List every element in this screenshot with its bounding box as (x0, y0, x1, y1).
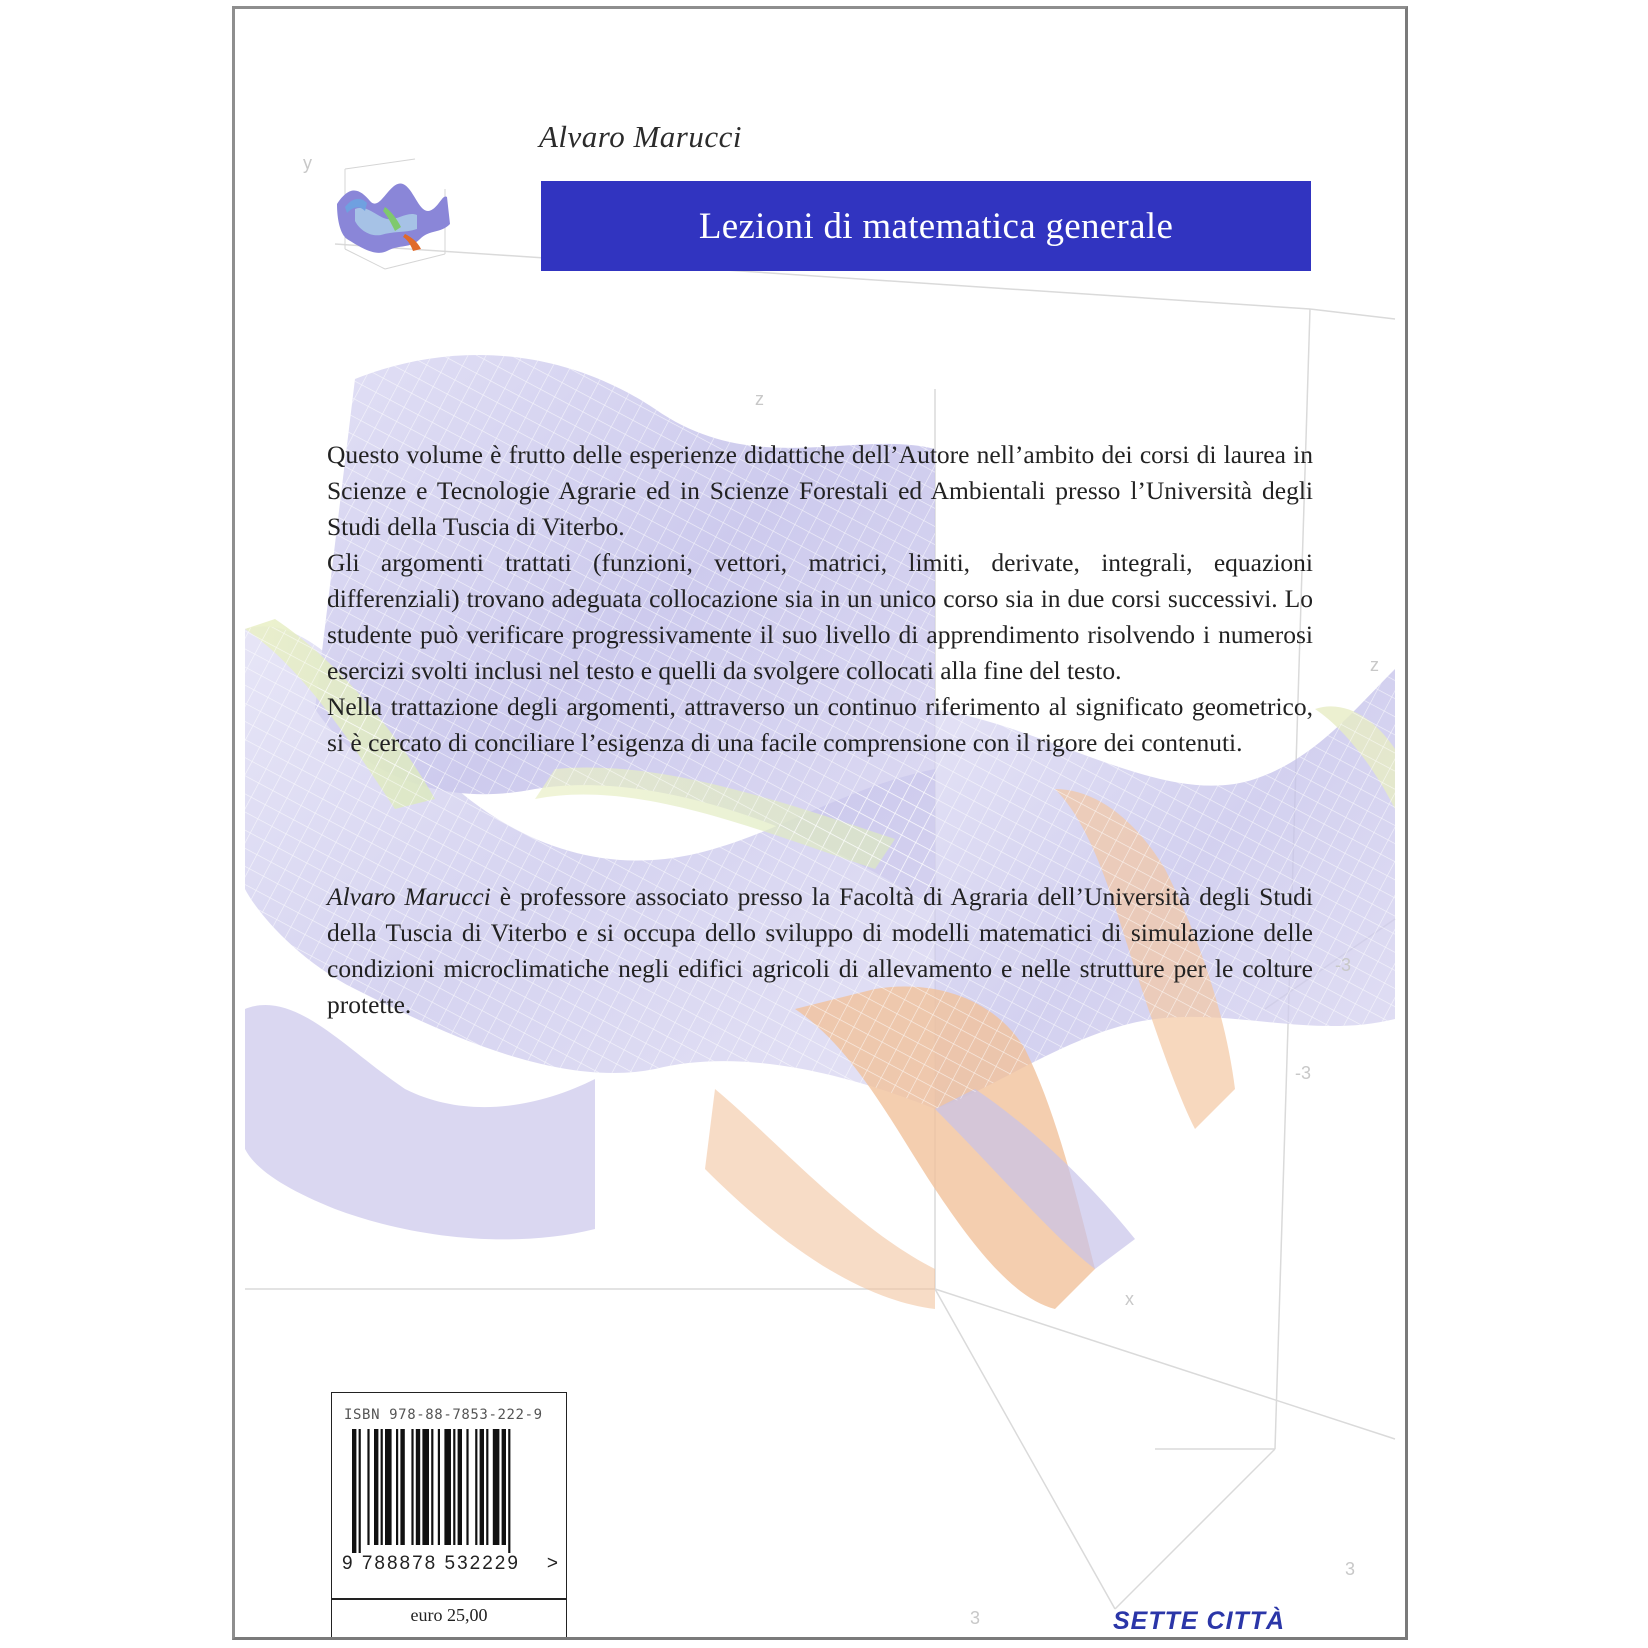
barcode-bar (458, 1429, 462, 1545)
ean-digits: 9 788878 532229 (342, 1553, 520, 1574)
axis-label-z-right: z (1370, 655, 1379, 675)
book-description (327, 437, 1313, 761)
barcode-bar (431, 1429, 433, 1545)
barcode-bar (486, 1429, 488, 1545)
barcode-bar (502, 1429, 506, 1545)
barcode-bar (381, 1429, 383, 1545)
barcode-bar (385, 1429, 392, 1545)
barcode-bar (374, 1429, 378, 1545)
barcode-bar (493, 1429, 500, 1545)
barcode-bar (466, 1429, 468, 1545)
axis-label-x: x (1125, 1289, 1134, 1309)
barcode-bar (359, 1429, 361, 1553)
barcode-bar (367, 1429, 369, 1545)
axis-label-three-b: 3 (1345, 1559, 1356, 1579)
barcode-bar (416, 1429, 420, 1545)
axis-label-three: 3 (970, 1608, 981, 1628)
barcode-bar (475, 1429, 477, 1545)
isbn-text: ISBN 978-88-7853-222-9 (344, 1407, 543, 1423)
book-back-cover (232, 6, 1408, 1640)
author-bio-paragraph (327, 879, 1313, 1023)
publisher-name: SETTE CITTÀ (1113, 1607, 1286, 1635)
price: euro 25,00 (410, 1605, 488, 1625)
surface-plot-thumbnail-icon (325, 149, 465, 274)
barcode-bar (453, 1429, 455, 1545)
barcode-bar (400, 1429, 404, 1545)
barcode-icon (352, 1429, 562, 1553)
bio-author-name: Alvaro Marucci (327, 882, 491, 911)
description-paragraph-2: Gli argomenti trattati (funzioni, vettori, matrici, limiti, derivate, integrali, equazioni differenziali) trovano adeguata collocazione sia in un unico corso sia in due corsi successivi. Lo studente può verificare progressivamente il suo livello di apprendimento risolvendo i numerosi esercizi svolti inclusi nel testo e quelli da svolgere collocati alla fine del testo. (327, 548, 1313, 685)
ean-arrow: > (546, 1553, 558, 1574)
barcode-bar (444, 1429, 451, 1545)
barcode-bar (480, 1429, 484, 1545)
barcode-bar (352, 1429, 356, 1553)
axis-label-minus3-b: -3 (1295, 1063, 1312, 1083)
barcode-bar (508, 1429, 510, 1553)
author-bio (327, 879, 1313, 1023)
axis-label-z-top: z (755, 389, 764, 409)
bio-text: è professore associato presso la Facoltà di Agraria dell’Università degli Studi della Tuscia di Viterbo e si occupa dello sviluppo di modelli matematici di simulazione delle condizioni microclimatiche negli edifici agricoli di allevamento e nelle strutture per le colture protette. (327, 882, 1314, 1019)
barcode-bar (438, 1429, 440, 1545)
axis-label-y: y (303, 153, 312, 173)
barcode-bar (422, 1429, 429, 1545)
axis-label-minus3-a: -3 (1335, 955, 1352, 975)
author-name: Alvaro Marucci (539, 119, 742, 154)
book-title-banner (541, 181, 1311, 271)
barcode-bar (396, 1429, 398, 1545)
barcode-bar (411, 1429, 413, 1545)
description-paragraph-1: Questo volume è frutto delle esperienze didattiche dell’Autore nell’ambito dei corsi di laurea in Scienze e Tecnologie Agrarie ed in Scienze Forestali ed Ambientali presso l’Università degli Studi della Tuscia di Viterbo. (327, 440, 1313, 541)
barcode-box (331, 1392, 567, 1640)
description-paragraph-3: Nella trattazione degli argomenti, attraverso un continuo riferimento al significato geometrico, si è cercato di conciliare l’esigenza di una facile comprensione con il rigore dei contenuti. (327, 692, 1313, 757)
book-title: Lezioni di matematica generale (698, 205, 1174, 247)
price-divider (332, 1598, 566, 1600)
